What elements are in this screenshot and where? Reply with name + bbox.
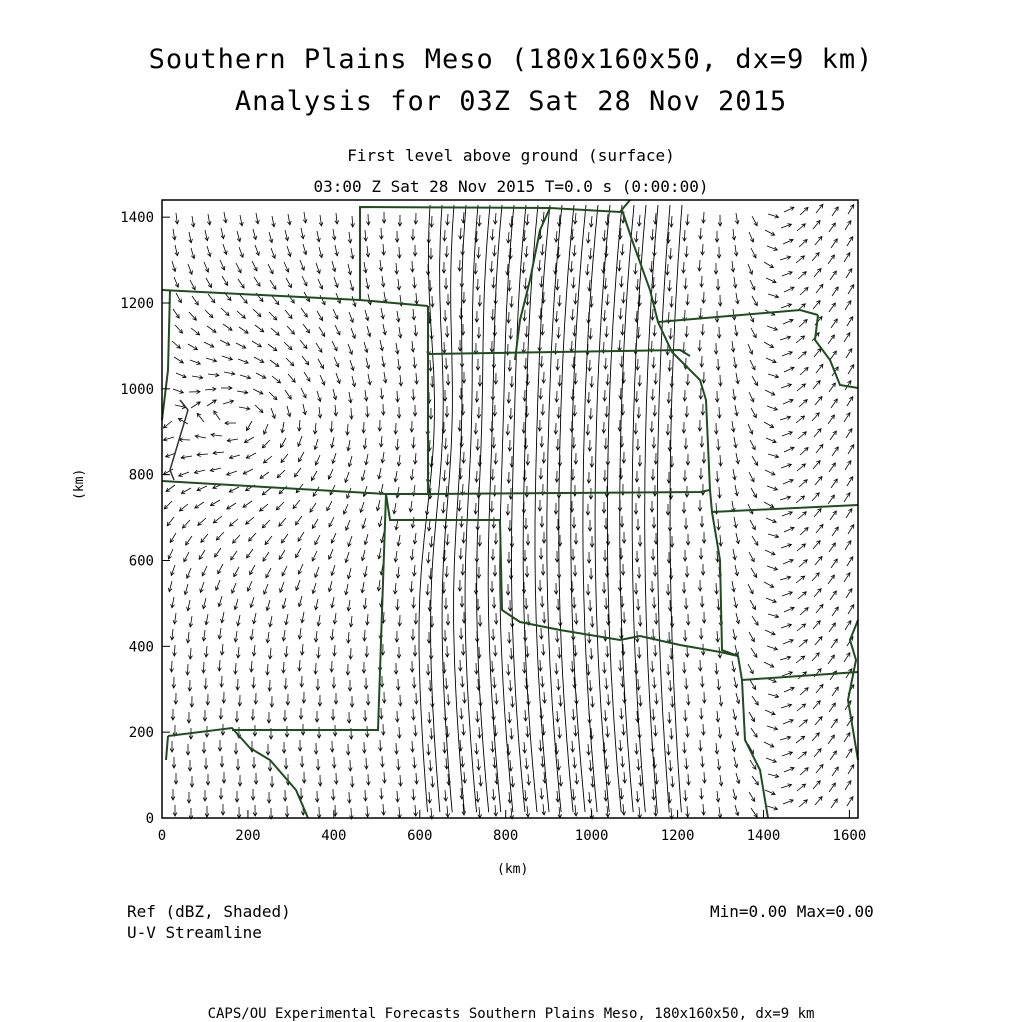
streamline-segment (638, 359, 639, 370)
streamline-segment (269, 392, 277, 400)
y-axis-label: (km) (72, 468, 87, 500)
streamline-segment (448, 694, 449, 705)
streamline-segment (527, 646, 528, 657)
streamline-segment (277, 470, 285, 478)
streamline-segment (702, 276, 703, 287)
streamline-segment (540, 660, 541, 671)
streamline-segment (351, 648, 352, 659)
y-tick-label: 400 (128, 639, 154, 656)
map-analysis-time: Analysis for 03Z Sat 28 Nov 2015 (234, 86, 788, 117)
streamline-segment (701, 308, 702, 319)
streamline-segment (367, 406, 368, 417)
streamline-segment (431, 728, 432, 739)
x-tick-label: 1600 (832, 828, 867, 844)
streamline-segment (556, 311, 557, 322)
streamline-segment (364, 422, 365, 433)
streamline-segment (188, 664, 189, 675)
streamline-segment (496, 693, 497, 704)
streamline-segment (590, 680, 591, 691)
border-co-north (162, 290, 428, 306)
streamline-segment (653, 709, 654, 720)
streamline-segment (254, 677, 255, 688)
streamline-segment (511, 296, 512, 307)
streamline-segment (464, 452, 465, 463)
streamline-segment (381, 228, 382, 239)
streamline-segment (349, 792, 350, 803)
streamline-segment (269, 312, 277, 320)
streamline-segment (364, 630, 365, 641)
streamline-segment (429, 440, 430, 451)
streamline-segment (351, 408, 352, 419)
streamline-segment (671, 728, 672, 739)
streamline-segment (687, 726, 688, 737)
streamline-segment (672, 696, 673, 707)
streamline-segment (262, 440, 270, 448)
x-tick-label: 200 (235, 828, 261, 844)
streamline-segment (415, 725, 416, 736)
streamline-segment (654, 677, 655, 688)
streamline-segment (368, 774, 369, 785)
streamline-segment (654, 325, 655, 336)
streamline-segment (572, 661, 573, 672)
streamline-segment (619, 340, 620, 351)
streamline-segment (414, 597, 415, 608)
streamline-segment (588, 664, 589, 675)
valid-time-line: 03:00 Z Sat 28 Nov 2015 T=0.0 s (0:00:00) (313, 177, 709, 196)
footer-credit: CAPS/OU Experimental Forecasts Southern Plains Meso, 180x160x50, dx=9 km (207, 1006, 815, 1022)
streamline-segment (164, 501, 172, 509)
streamline-segment (398, 759, 399, 770)
border-ne-ks (428, 350, 690, 356)
streamline-segment (574, 357, 575, 368)
streamline-segment (524, 310, 525, 321)
y-tick-label: 1400 (120, 210, 154, 227)
streamline-segment (636, 311, 637, 322)
streamline-segment (399, 247, 400, 258)
streamline-segment (558, 359, 559, 370)
streamline-segment (461, 708, 462, 719)
level-subtitle: First level above ground (surface) (347, 146, 675, 165)
streamline-segment (491, 261, 492, 272)
x-tick-label: 1400 (746, 828, 781, 844)
streamline-segment (430, 360, 431, 371)
streamline-segment (543, 644, 544, 655)
y-tick-label: 1200 (120, 296, 154, 312)
streamline-segment (413, 709, 414, 720)
x-tick-label: 1200 (660, 828, 695, 844)
legend-shaded-field: Ref (dBZ, Shaded) (127, 902, 291, 921)
streamline-segment (205, 310, 213, 318)
streamline-segment (509, 312, 510, 323)
streamline-segment (172, 661, 173, 672)
central-streamline (571, 205, 586, 812)
streamline-segment (222, 676, 223, 687)
streamline-segment (669, 712, 670, 723)
border-co-south (162, 481, 710, 494)
streamline-segment (510, 680, 511, 691)
streamline-segment (702, 756, 703, 767)
y-tick-label: 600 (128, 553, 154, 570)
central-streamline (477, 205, 490, 812)
streamline-segment (461, 516, 462, 527)
streamline-segment (462, 676, 463, 687)
x-tick-label: 400 (321, 828, 347, 844)
streamline-segment (542, 324, 543, 335)
state-borders (162, 200, 858, 818)
streamline-segment (203, 662, 204, 673)
streamline-segment (446, 438, 447, 449)
streamline-segment (576, 373, 577, 384)
streamline-segment (179, 440, 190, 441)
streamline-segment (606, 358, 607, 369)
streamline-field (163, 204, 853, 819)
streamline-segment (511, 648, 512, 659)
streamline-segment (699, 260, 700, 271)
border-ia-mo (658, 310, 818, 322)
x-tick-label: 0 (157, 828, 167, 844)
streamline-segment (688, 694, 689, 705)
streamline-segment (432, 296, 433, 307)
streamline-segment (542, 356, 543, 367)
streamline-segment (367, 806, 368, 817)
streamline-segment (492, 661, 493, 672)
streamline-segment (718, 439, 719, 450)
streamline-segment (607, 646, 608, 657)
streamline-segment (430, 568, 431, 579)
y-tick-label: 800 (128, 467, 154, 484)
streamline-segment (524, 662, 525, 673)
streamline-segment (590, 328, 591, 339)
streamline-segment (412, 261, 413, 272)
streamline-segment (606, 678, 607, 689)
streamline-segment (331, 421, 332, 432)
central-streamline (535, 205, 550, 812)
streamline-segment (476, 663, 477, 674)
plot-frame (162, 200, 858, 818)
border-ok-panhandle (232, 494, 386, 730)
streamline-segment (719, 407, 720, 418)
streamline-segment (559, 647, 560, 658)
streamline-segment (316, 663, 317, 674)
streamline-segment (432, 216, 433, 227)
streamline-segment (446, 678, 447, 689)
streamline-segment (654, 357, 655, 368)
streamline-segment (620, 660, 621, 671)
streamline-segment (396, 743, 397, 754)
border-nm-west (166, 736, 168, 760)
streamline-segment (380, 740, 381, 751)
streamline-segment (460, 468, 461, 479)
streamline-segment (509, 280, 510, 291)
streamline-segment (527, 326, 528, 337)
streamline-segment (478, 247, 479, 258)
streamline-segment (445, 230, 446, 241)
streamline-segment (704, 292, 705, 303)
legend-streamline-field: U-V Streamline (127, 923, 262, 942)
streamline-segment (717, 471, 718, 482)
streamline-segment (704, 772, 705, 783)
streamline-segment (638, 679, 639, 690)
streamline-segment (656, 693, 657, 704)
streamline-segment (608, 374, 609, 385)
streamline-segment (684, 742, 685, 753)
streamline-segment (384, 772, 385, 783)
streamline-segment (478, 679, 479, 690)
streamline-segment (622, 356, 623, 367)
streamline-segment (702, 244, 703, 255)
streamline-segment (542, 676, 543, 687)
streamline-segment (640, 695, 641, 706)
streamline-segment (700, 740, 701, 751)
streamline-segment (399, 727, 400, 738)
streamline-segment (476, 263, 477, 274)
streamline-segment (591, 648, 592, 659)
y-tick-label: 1000 (120, 381, 154, 398)
streamline-segment (494, 677, 495, 688)
streamline-segment (558, 679, 559, 690)
streamline-segment (558, 327, 559, 338)
border-ne-east (515, 208, 550, 360)
streamline-segment (365, 790, 366, 801)
border-ms-river (848, 620, 858, 760)
streamline-segment (575, 645, 576, 656)
streamline-segment (606, 326, 607, 337)
border-tx-nm (168, 728, 308, 818)
x-tick-label: 1000 (574, 828, 609, 844)
streamline-segment (638, 327, 639, 338)
streamline-segment (703, 724, 704, 735)
central-streamline (431, 205, 444, 812)
streamline-segment (413, 389, 414, 400)
streamline-segment (444, 550, 445, 561)
streamline-segment (571, 341, 572, 352)
streamline-segment (687, 326, 688, 337)
x-axis-label: (km) (497, 862, 529, 877)
streamline-segment (671, 328, 672, 339)
map-title: Southern Plains Meso (180x160x50, dx=9 km) (148, 44, 874, 75)
streamline-segment (556, 663, 557, 674)
x-tick-label: 800 (493, 828, 519, 844)
streamline-segment (670, 680, 671, 691)
streamline-segment (366, 758, 367, 769)
streamline-segment (622, 676, 623, 687)
streamline-segment (685, 278, 686, 289)
streamline-segment (238, 679, 239, 690)
streamline-segment (493, 277, 494, 288)
streamline-segment (527, 294, 528, 305)
streamline-segment (508, 664, 509, 675)
streamline-segment (720, 375, 721, 386)
y-tick-label: 0 (145, 811, 154, 827)
streamline-segment (574, 325, 575, 336)
streamline-segment (381, 788, 382, 799)
streamline-segment (412, 741, 413, 752)
streamline-segment (604, 662, 605, 673)
streamline-segment (464, 692, 465, 703)
streamline-segment (652, 661, 653, 672)
streamline-segment (685, 710, 686, 721)
streamline-segment (687, 294, 688, 305)
streamline-segment (671, 296, 672, 307)
streamline-segment (262, 520, 270, 528)
streamline-segment (464, 532, 465, 543)
streamline-segment (429, 712, 430, 723)
streamline-segment (590, 360, 591, 371)
streamline-segment (622, 324, 623, 335)
streamline-segment (477, 471, 478, 482)
border-ks-ok (386, 494, 500, 520)
central-streamline (632, 205, 646, 812)
streamline-segment (382, 756, 383, 767)
streamline-segment (652, 309, 653, 320)
streamline-segment (368, 214, 369, 225)
streamline-segment (701, 708, 702, 719)
y-tick-label: 200 (128, 725, 154, 742)
border-ar-la (742, 672, 858, 680)
streamline-segment (476, 503, 477, 514)
min-max-readout: Min=0.00 Max=0.00 (710, 902, 874, 921)
streamline-segment (608, 694, 609, 705)
streamline-segment (428, 584, 429, 595)
x-tick-label: 600 (407, 828, 433, 844)
border-ut-co (162, 290, 170, 420)
streamline-segment (276, 502, 284, 510)
